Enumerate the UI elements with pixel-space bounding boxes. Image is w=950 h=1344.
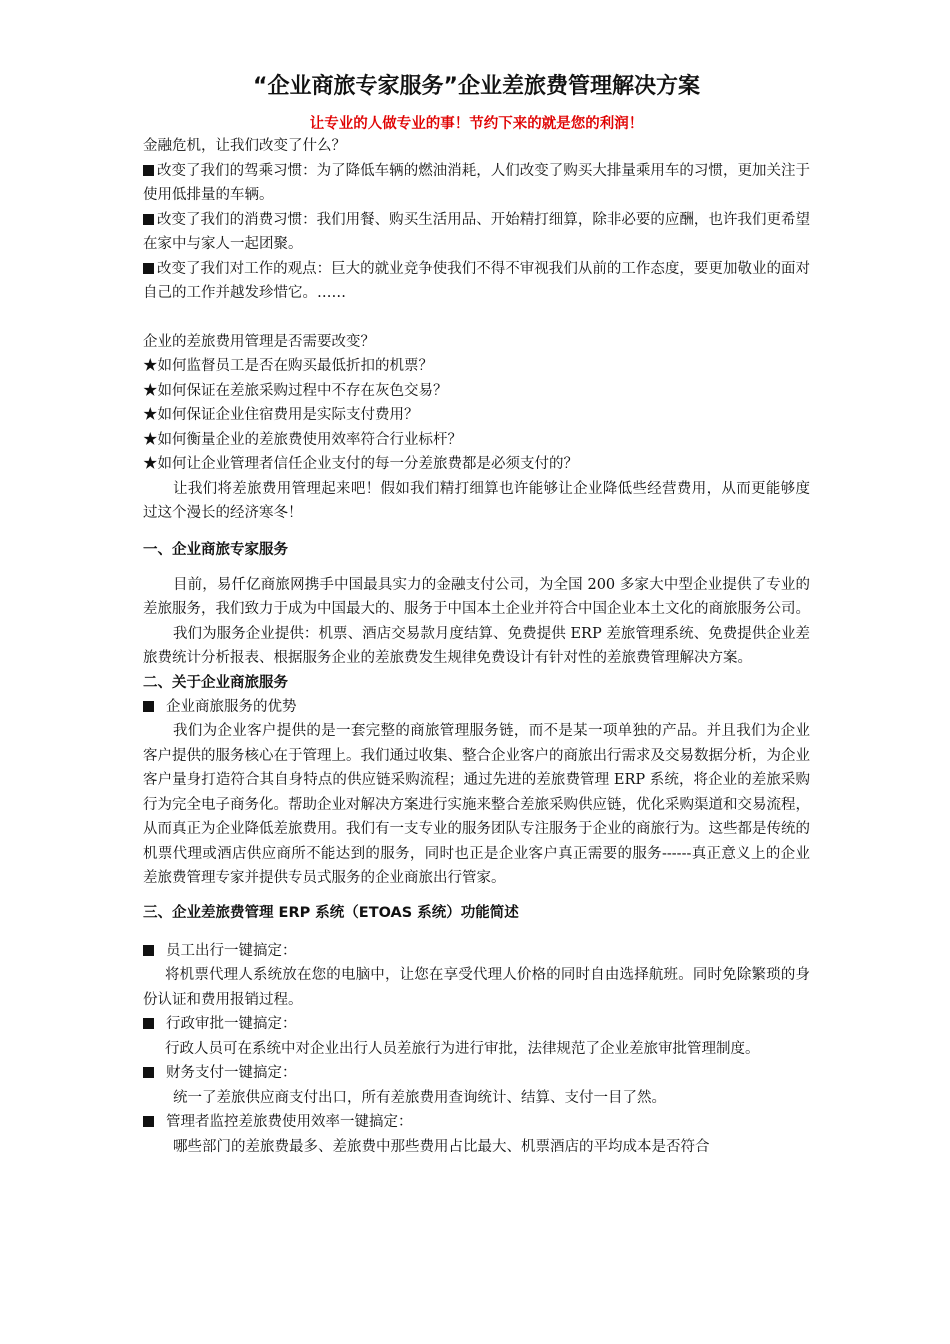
square-bullet-icon bbox=[143, 165, 154, 176]
square-bullet-icon bbox=[143, 701, 154, 712]
square-bullet-icon bbox=[143, 945, 154, 956]
intro-item: 改变了我们的消费习惯：我们用餐、购买生活用品、开始精打细算，除非必要的应酬，也许我们更希望在家中与家人一起团聚。 bbox=[143, 211, 810, 252]
question-item: ★如何衡量企业的差旅费使用效率符合行业标杆？ bbox=[143, 431, 462, 448]
square-bullet-icon bbox=[143, 214, 154, 225]
square-bullet-icon bbox=[143, 263, 154, 274]
question-item: ★如何监督员工是否在购买最低折扣的机票？ bbox=[143, 358, 433, 374]
document-page bbox=[143, 70, 810, 1159]
page-title: “企业商旅专家服务”企业差旅费管理解决方案 bbox=[253, 74, 700, 99]
section1-paragraph: 目前，易仟亿商旅网携手中国最具实力的金融支付公司，为全国 200 多家大中型企业提供了专业的差旅服务，我们致力于成为中国最大的、服务于中国本土企业并符合中国企业本土文化的商旅服务公司。 bbox=[143, 576, 810, 617]
section1-heading: 一、企业商旅专家服务 bbox=[143, 541, 288, 558]
intro-item: 改变了我们对工作的观点：巨大的就业竞争使我们不得不审视我们从前的工作态度，要更加敬业的面对自己的工作并越发珍惜它。…… bbox=[143, 260, 810, 301]
section2-paragraph: 我们为企业客户提供的是一套完整的商旅管理服务链，而不是某一项单独的产品。并且我们为企业客户提供的服务核心在于管理上。我们通过收集、整合企业客户的商旅出行需求及交易数据分析，为企业客户量身打造符合其自身特点的供应链采购流程；通过先进的差旅费管理 ERP 系统，将企业的差旅采购行为完全电子商务化。帮助企业对解决方案进行实施来整合差旅采购供应链，优化采购渠道和交易流程，从而真正为企业降低差旅费用。我们有一支专业的服务团队专注服务于企业的商旅行为。这些都是传统的机票代理或酒店供应商所不能达到的服务，同时也正是企业客户真正需要的服务------真正意义上的企业差旅费管理专家并提供专员式服务的企业商旅出行管家。 bbox=[143, 723, 810, 886]
section1-paragraph: 我们为服务企业提供：机票、酒店交易款月度结算、免费提供 ERP 差旅管理系统、免费提供企业差旅费统计分析报表、根据服务企业的差旅费发生规律免费设计有针对性的差旅费管理解决方案。 bbox=[143, 625, 810, 666]
feature-body: 将机票代理人系统放在您的电脑中，让您在享受代理人价格的同时自由选择航班。同时免除繁琐的身份认证和费用报销过程。 bbox=[143, 967, 810, 1008]
spacer bbox=[143, 306, 810, 330]
feature-body: 行政人员可在系统中对企业出行人员差旅行为进行审批，法律规范了企业差旅审批管理制度。 bbox=[165, 1040, 760, 1057]
questions-closing: 让我们将差旅费用管理起来吧！假如我们精打细算也许能够让企业降低些经营费用，从而更能够度过这个漫长的经济寒冬！ bbox=[143, 480, 810, 521]
question-item: ★如何让企业管理者信任企业支付的每一分差旅费都是必须支付的？ bbox=[143, 456, 578, 472]
slogan: 让专业的人做专业的事！节约下来的就是您的利润！ bbox=[309, 116, 644, 132]
feature-title: 财务支付一键搞定： bbox=[143, 1061, 810, 1086]
intro-question: 金融危机，让我们改变了什么？ bbox=[143, 138, 346, 154]
square-bullet-icon bbox=[143, 1116, 154, 1127]
square-bullet-icon bbox=[143, 1067, 154, 1078]
intro-item: 改变了我们的驾乘习惯：为了降低车辆的燃油消耗，人们改变了购买大排量乘用车的习惯，更加关注于使用低排量的车辆。 bbox=[143, 162, 810, 203]
question-item: ★如何保证在差旅采购过程中不存在灰色交易？ bbox=[143, 382, 448, 399]
feature-body: 哪些部门的差旅费最多、差旅费中那些费用占比最大、机票酒店的平均成本是否符合 bbox=[173, 1138, 710, 1155]
feature-title: 员工出行一键搞定： bbox=[143, 939, 810, 964]
feature-title: 管理者监控差旅费使用效率一键搞定： bbox=[143, 1110, 810, 1135]
question-item: ★如何保证企业住宿费用是实际支付费用？ bbox=[143, 407, 419, 423]
square-bullet-icon bbox=[143, 1018, 154, 1029]
section2-bullet: 企业商旅服务的优势 bbox=[143, 695, 810, 720]
section2-heading: 二、关于企业商旅服务 bbox=[143, 674, 288, 691]
feature-title: 行政审批一键搞定： bbox=[143, 1012, 810, 1037]
questions-heading: 企业的差旅费用管理是否需要改变？ bbox=[143, 333, 375, 350]
section3-heading: 三、企业差旅费管理 ERP 系统（ETOAS 系统）功能简述 bbox=[143, 904, 519, 921]
feature-body: 统一了差旅供应商支付出口，所有差旅费用查询统计、结算、支付一目了然。 bbox=[173, 1089, 666, 1106]
